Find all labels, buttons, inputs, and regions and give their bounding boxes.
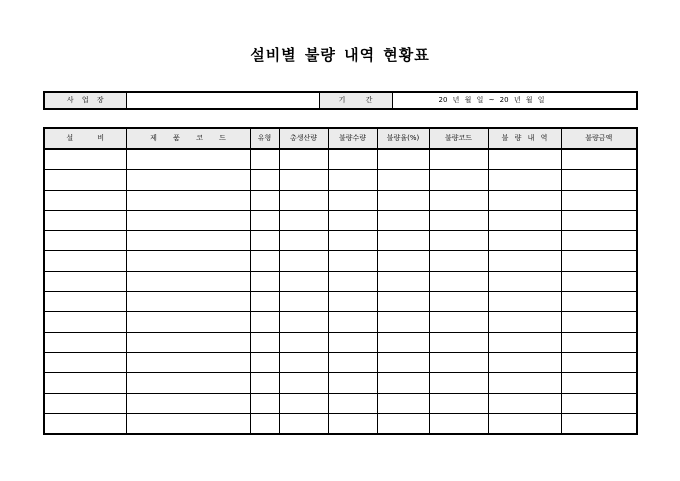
defect-quantity-cell[interactable] <box>328 251 377 271</box>
total-production-cell[interactable] <box>279 251 328 271</box>
defect-code-cell[interactable] <box>429 352 488 372</box>
defect-code-cell[interactable] <box>429 332 488 352</box>
type-cell[interactable] <box>250 413 279 434</box>
period-field[interactable]: 20 년 월 일 ~ 20 년 월 일 <box>392 92 637 109</box>
table-row <box>44 149 637 170</box>
type-cell[interactable] <box>250 251 279 271</box>
defect-code-cell[interactable] <box>429 251 488 271</box>
defect-rate-cell[interactable] <box>377 373 429 393</box>
type-cell[interactable] <box>250 231 279 251</box>
defect-amount-cell[interactable] <box>561 170 637 190</box>
equipment-cell[interactable] <box>44 373 126 393</box>
type-cell[interactable] <box>250 190 279 210</box>
defect-amount-cell[interactable] <box>561 413 637 434</box>
defect-rate-cell[interactable] <box>377 170 429 190</box>
total-production-cell[interactable] <box>279 271 328 291</box>
product-code-cell[interactable] <box>126 312 250 332</box>
table-row <box>44 292 637 312</box>
defect-rate-cell[interactable] <box>377 413 429 434</box>
defect-details-cell[interactable] <box>488 170 561 190</box>
defect-quantity-cell[interactable] <box>328 170 377 190</box>
defect-details-cell[interactable] <box>488 251 561 271</box>
defect-code-cell[interactable] <box>429 393 488 413</box>
product-code-cell[interactable] <box>126 393 250 413</box>
equipment-cell[interactable] <box>44 210 126 230</box>
product-code-cell[interactable] <box>126 170 250 190</box>
defect-table <box>43 127 638 435</box>
page-title: 설비별 불량 내역 현황표 <box>250 46 430 64</box>
total-production-cell[interactable] <box>279 190 328 210</box>
product-code-cell[interactable] <box>126 373 250 393</box>
table-row <box>44 312 637 332</box>
col-header-type: 유형 <box>250 128 279 149</box>
defect-amount-cell[interactable] <box>561 231 637 251</box>
defect-code-cell[interactable] <box>429 312 488 332</box>
defect-code-cell[interactable] <box>429 292 488 312</box>
defect-rate-cell[interactable] <box>377 312 429 332</box>
equipment-cell[interactable] <box>44 170 126 190</box>
type-cell[interactable] <box>250 292 279 312</box>
equipment-cell[interactable] <box>44 312 126 332</box>
equipment-cell[interactable] <box>44 190 126 210</box>
type-cell[interactable] <box>250 149 279 170</box>
defect-amount-cell[interactable] <box>561 210 637 230</box>
product-code-cell[interactable] <box>126 149 250 170</box>
col-header-equipment: 설 비 <box>44 128 126 149</box>
defect-amount-cell[interactable] <box>561 312 637 332</box>
defect-quantity-cell[interactable] <box>328 393 377 413</box>
defect-quantity-cell[interactable] <box>328 413 377 434</box>
defect-rate-cell[interactable] <box>377 271 429 291</box>
site-label: 사 업 장 <box>44 92 126 109</box>
type-cell[interactable] <box>250 271 279 291</box>
defect-amount-cell[interactable] <box>561 292 637 312</box>
defect-code-cell[interactable] <box>429 373 488 393</box>
defect-details-cell[interactable] <box>488 190 561 210</box>
defect-rate-cell[interactable] <box>377 231 429 251</box>
col-header-defect-details: 불 량 내 역 <box>488 128 561 149</box>
defect-quantity-cell[interactable] <box>328 312 377 332</box>
defect-rate-cell[interactable] <box>377 393 429 413</box>
type-cell[interactable] <box>250 332 279 352</box>
total-production-cell[interactable] <box>279 170 328 190</box>
defect-quantity-cell[interactable] <box>328 210 377 230</box>
header-row <box>44 128 637 149</box>
table-row <box>44 271 637 291</box>
defect-amount-cell[interactable] <box>561 373 637 393</box>
defect-amount-cell[interactable] <box>561 149 637 170</box>
product-code-cell[interactable] <box>126 210 250 230</box>
product-code-cell[interactable] <box>126 332 250 352</box>
type-cell[interactable] <box>250 393 279 413</box>
product-code-cell[interactable] <box>126 292 250 312</box>
defect-code-cell[interactable] <box>429 231 488 251</box>
defect-rate-cell[interactable] <box>377 149 429 170</box>
defect-details-cell[interactable] <box>488 393 561 413</box>
table-row <box>44 352 637 372</box>
equipment-cell[interactable] <box>44 393 126 413</box>
defect-code-cell[interactable] <box>429 210 488 230</box>
defect-details-cell[interactable] <box>488 271 561 291</box>
table-row <box>44 251 637 271</box>
product-code-cell[interactable] <box>126 231 250 251</box>
defect-quantity-cell[interactable] <box>328 271 377 291</box>
defect-amount-cell[interactable] <box>561 271 637 291</box>
table-row <box>44 373 637 393</box>
type-cell[interactable] <box>250 170 279 190</box>
col-header-defect-amount: 불량금액 <box>561 128 637 149</box>
equipment-cell[interactable] <box>44 332 126 352</box>
defect-details-cell[interactable] <box>488 292 561 312</box>
defect-code-cell[interactable] <box>429 170 488 190</box>
product-code-cell[interactable] <box>126 251 250 271</box>
defect-rate-cell[interactable] <box>377 251 429 271</box>
table-row <box>44 210 637 230</box>
total-production-cell[interactable] <box>279 413 328 434</box>
total-production-cell[interactable] <box>279 352 328 372</box>
defect-code-cell[interactable] <box>429 149 488 170</box>
defect-quantity-cell[interactable] <box>328 190 377 210</box>
defect-details-cell[interactable] <box>488 231 561 251</box>
total-production-cell[interactable] <box>279 332 328 352</box>
table-body <box>44 149 637 434</box>
defect-rate-cell[interactable] <box>377 332 429 352</box>
total-production-cell[interactable] <box>279 292 328 312</box>
defect-amount-cell[interactable] <box>561 393 637 413</box>
equipment-cell[interactable] <box>44 149 126 170</box>
equipment-cell[interactable] <box>44 271 126 291</box>
defect-details-cell[interactable] <box>488 149 561 170</box>
defect-rate-cell[interactable] <box>377 352 429 372</box>
defect-code-cell[interactable] <box>429 190 488 210</box>
equipment-cell[interactable] <box>44 352 126 372</box>
product-code-cell[interactable] <box>126 352 250 372</box>
table-row <box>44 190 637 210</box>
table-row <box>44 413 637 434</box>
equipment-cell[interactable] <box>44 231 126 251</box>
defect-details-cell[interactable] <box>488 373 561 393</box>
product-code-cell[interactable] <box>126 190 250 210</box>
equipment-cell[interactable] <box>44 251 126 271</box>
type-cell[interactable] <box>250 312 279 332</box>
col-header-defect-quantity: 불량수량 <box>328 128 377 149</box>
type-cell[interactable] <box>250 373 279 393</box>
total-production-cell[interactable] <box>279 393 328 413</box>
total-production-cell[interactable] <box>279 231 328 251</box>
defect-code-cell[interactable] <box>429 271 488 291</box>
defect-quantity-cell[interactable] <box>328 373 377 393</box>
defect-amount-cell[interactable] <box>561 190 637 210</box>
defect-details-cell[interactable] <box>488 210 561 230</box>
defect-amount-cell[interactable] <box>561 251 637 271</box>
table-row <box>44 332 637 352</box>
defect-details-cell[interactable] <box>488 352 561 372</box>
defect-amount-cell[interactable] <box>561 352 637 372</box>
total-production-cell[interactable] <box>279 149 328 170</box>
total-production-cell[interactable] <box>279 312 328 332</box>
defect-details-cell[interactable] <box>488 332 561 352</box>
defect-rate-cell[interactable] <box>377 190 429 210</box>
table-row <box>44 170 637 190</box>
period-label: 기 간 <box>319 92 392 109</box>
table-row <box>44 393 637 413</box>
defect-details-cell[interactable] <box>488 413 561 434</box>
defect-code-cell[interactable] <box>429 413 488 434</box>
total-production-cell[interactable] <box>279 210 328 230</box>
info-table <box>43 91 638 110</box>
defect-rate-cell[interactable] <box>377 292 429 312</box>
col-header-defect-rate: 불량율(%) <box>377 128 429 149</box>
type-cell[interactable] <box>250 210 279 230</box>
defect-quantity-cell[interactable] <box>328 332 377 352</box>
equipment-cell[interactable] <box>44 413 126 434</box>
defect-quantity-cell[interactable] <box>328 352 377 372</box>
product-code-cell[interactable] <box>126 413 250 434</box>
defect-rate-cell[interactable] <box>377 210 429 230</box>
equipment-cell[interactable] <box>44 292 126 312</box>
total-production-cell[interactable] <box>279 373 328 393</box>
table-row <box>44 231 637 251</box>
col-header-defect-code: 불량코드 <box>429 128 488 149</box>
defect-details-cell[interactable] <box>488 312 561 332</box>
defect-amount-cell[interactable] <box>561 332 637 352</box>
defect-quantity-cell[interactable] <box>328 149 377 170</box>
col-header-product-code: 제 품 코 드 <box>126 128 250 149</box>
site-field[interactable] <box>126 92 319 109</box>
product-code-cell[interactable] <box>126 271 250 291</box>
type-cell[interactable] <box>250 352 279 372</box>
defect-quantity-cell[interactable] <box>328 231 377 251</box>
col-header-total-production: 총생산량 <box>279 128 328 149</box>
defect-quantity-cell[interactable] <box>328 292 377 312</box>
